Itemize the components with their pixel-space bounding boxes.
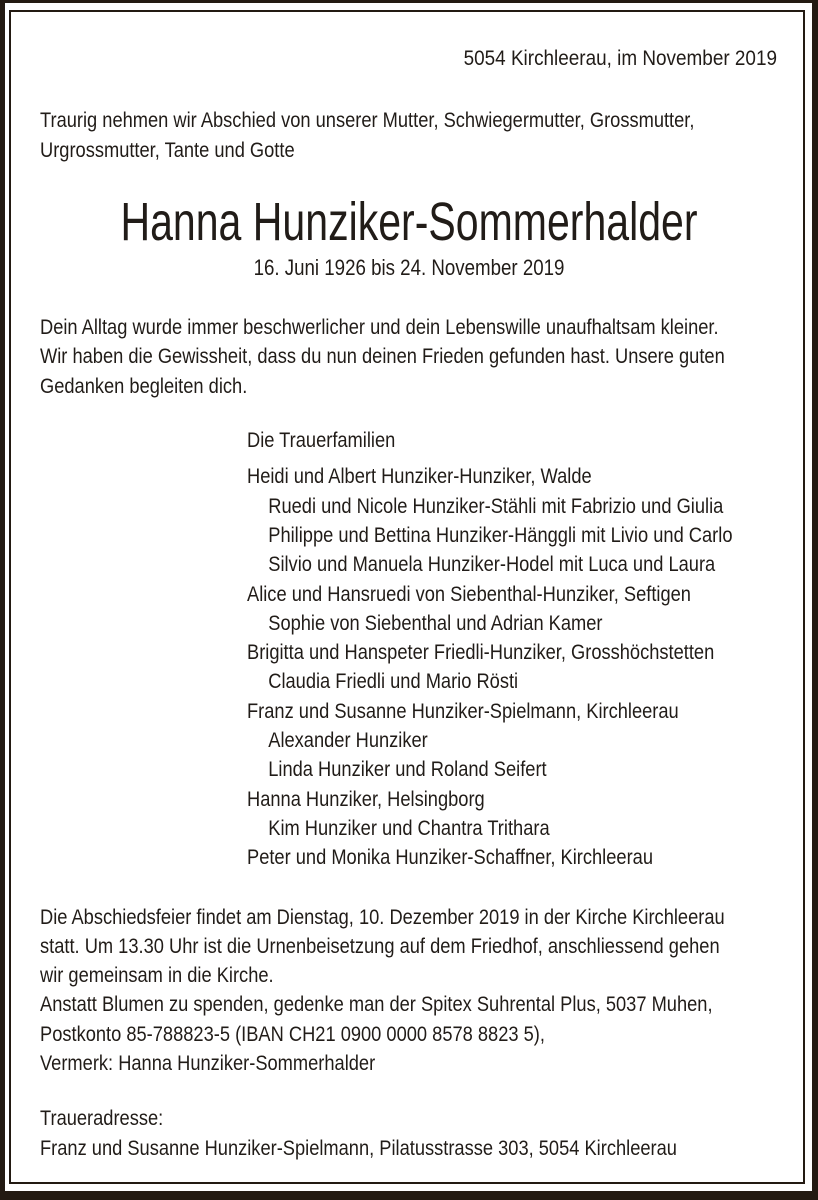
farewell-paragraph: [40, 313, 725, 401]
ceremony-line: statt. Um 13.30 Uhr ist die Urnenbeisetzung auf dem Friedhof, anschliessend gehen: [40, 933, 720, 958]
ceremony-line: Die Abschiedsfeier findet am Dienstag, 10. Dezember 2019 in der Kirche Kirchleerau: [40, 904, 725, 929]
mourner-line: Peter und Monika Hunziker-Schaffner, Kirchleerau: [247, 845, 653, 870]
mourner-line: Alexander Hunziker: [268, 728, 428, 753]
ceremony-paragraph: [40, 903, 725, 1079]
mourner-line: Kim Hunziker und Chantra Trithara: [268, 815, 550, 840]
ceremony-line: Anstatt Blumen zu spenden, gedenke man der Spitex Suhrental Plus, 5037 Muhen,: [40, 992, 713, 1017]
ceremony-line: Vermerk: Hanna Hunziker-Sommerhalder: [40, 1051, 376, 1076]
mourner-line: Sophie von Siebenthal und Adrian Kamer: [268, 610, 603, 635]
mourners-heading: Die Trauerfamilien: [247, 428, 396, 453]
dateline: 5054 Kirchleerau, im November 2019: [463, 46, 777, 70]
mourners-list: [247, 462, 732, 872]
ceremony-line: wir gemeinsam in die Kirche.: [40, 963, 274, 988]
mourner-line: Linda Hunziker und Roland Seifert: [268, 757, 547, 782]
intro-line: Traurig nehmen wir Abschied von unserer Mutter, Schwiegermutter, Grossmutter,: [40, 108, 695, 133]
farewell-line: Dein Alltag wurde immer beschwerlicher und dein Lebenswille unaufhaltsam kleiner.: [40, 315, 719, 340]
mourner-line: Philippe und Bettina Hunziker-Hänggli mit Livio und Carlo: [268, 522, 733, 547]
intro-paragraph: [40, 106, 701, 165]
mourner-line: Franz und Susanne Hunziker-Spielmann, Kirchleerau: [247, 698, 679, 723]
mourner-line: Hanna Hunziker, Helsingborg: [247, 786, 485, 811]
deceased-name: Hanna Hunziker-Sommerhalder: [120, 191, 698, 252]
farewell-line: Wir haben die Gewissheit, dass du nun deinen Frieden gefunden hast. Unsere guten: [40, 344, 725, 369]
farewell-line: Gedanken begleiten dich.: [40, 373, 248, 398]
mourner-line: Heidi und Albert Hunziker-Hunziker, Walde: [247, 464, 592, 489]
mourner-line: Claudia Friedli und Mario Rösti: [268, 669, 519, 694]
life-dates: 16. Juni 1926 bis 24. November 2019: [253, 254, 565, 280]
mourner-line: Silvio und Manuela Hunziker-Hodel mit Luca und Laura: [268, 552, 716, 577]
ceremony-line: Postkonto 85-788823-5 (IBAN CH21 0900 0000 8578 8823 5),: [40, 1021, 545, 1046]
address-block: [40, 1104, 701, 1163]
intro-line: Urgrossmutter, Tante und Gotte: [40, 137, 295, 162]
mourner-line: Ruedi und Nicole Hunziker-Stähli mit Fabrizio und Giulia: [268, 493, 724, 518]
address-line: Franz und Susanne Hunziker-Spielmann, Pilatusstrasse 303, 5054 Kirchleerau: [40, 1135, 677, 1160]
address-label: Traueradresse:: [40, 1106, 164, 1131]
mourner-line: Brigitta und Hanspeter Friedli-Hunziker, Grosshöchstetten: [247, 640, 715, 665]
mourner-line: Alice und Hansruedi von Siebenthal-Hunziker, Seftigen: [247, 581, 691, 606]
